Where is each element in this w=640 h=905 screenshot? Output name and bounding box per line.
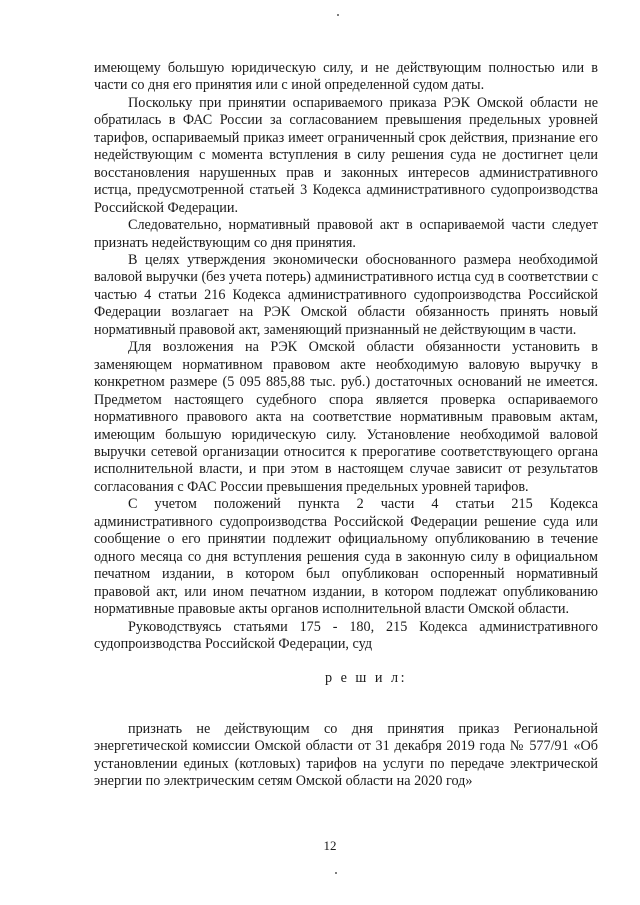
paragraph-guided-by: Руководствуясь статьями 175 - 180, 215 Кодекса административного судопроизводства Российской Федерации, суд: [94, 618, 598, 652]
scan-speck-bottom: [335, 872, 337, 874]
paragraph-new-act-obligation: В целях утверждения экономически обоснованного размера необходимой валовой выручки (без учета потерь) административного истца суд в соответствии с частью 4 статьи 216 Кодекса административного судопроизводства Российской Федерации возлагает на РЭК Омской области обязанность принять новый нормативный правовой акт, заменяющий признанный не действующим в части.: [94, 251, 598, 338]
paragraph-decision: признать не действующим со дня принятия приказ Региональной энергетической комиссии Омской области от 31 декабря 2019 года № 577/91 «Об установлении единых (котловых) тарифов на услуги по передаче электрической энергии по электрическим сетям Омской области на 2020 год»: [94, 720, 598, 790]
document-body: [94, 60, 598, 791]
paragraph-publication: С учетом положений пункта 2 части 4 статьи 215 Кодекса административного судопроизводства Российской Федерации решение суда или сообщение о его принятии подлежит официальному опубликованию в течение одного месяца со дня вступления решения суда в законную силу в официальном печатном издании, в котором был опубликован оспоренный нормативный правовой акт, или ином печатном издании, в котором подлежат опубликованию нормативные правовые акты органов исполнительной власти Омской области.: [94, 496, 598, 618]
resolve-heading: р е ш и л:: [324, 670, 408, 687]
page-number: 12: [323, 838, 337, 853]
paragraph-continuation: имеющему большую юридическую силу, и не действующим полностью или в части со дня его принятия или с иной определенной судом даты.: [94, 60, 598, 94]
paragraph-gross-revenue: Для возложения на РЭК Омской области обязанности установить в заменяющем нормативном правовом акте необходимую валовую выручку в конкретном размере (5 095 885,88 тыс. руб.) достаточных оснований не имеется. Предметом настоящего судебного спора является проверка оспариваемого нормативного правового акта на соответствие нормативным правовым актам, имеющим большую юридическую силу. Установление необходимой валовой выручки сетевой организации относится к прерогативе соответствующего органа исполнительной власти, и при этом в настоящем случае зависит от результатов согласования с ФАС России превышения предельных уровней тарифов.: [94, 339, 598, 495]
paragraph-conclusion: Следовательно, нормативный правовой акт в оспариваемой части следует признать недействующим со дня принятия.: [94, 217, 598, 251]
scan-speck-top: [337, 14, 339, 16]
paragraph-fas-approval: Поскольку при принятии оспариваемого приказа РЭК Омской области не обратилась в ФАС России за согласованием превышения предельных уровней тарифов, оспариваемый приказ имеет ограниченный срок действия, признание его недействующим с момента вступления в силу решения суда не достигнет цели восстановления нарушенных прав и законных интересов административного истца, предусмотренной статьей 3 Кодекса административного судопроизводства Российской Федерации.: [94, 94, 598, 216]
